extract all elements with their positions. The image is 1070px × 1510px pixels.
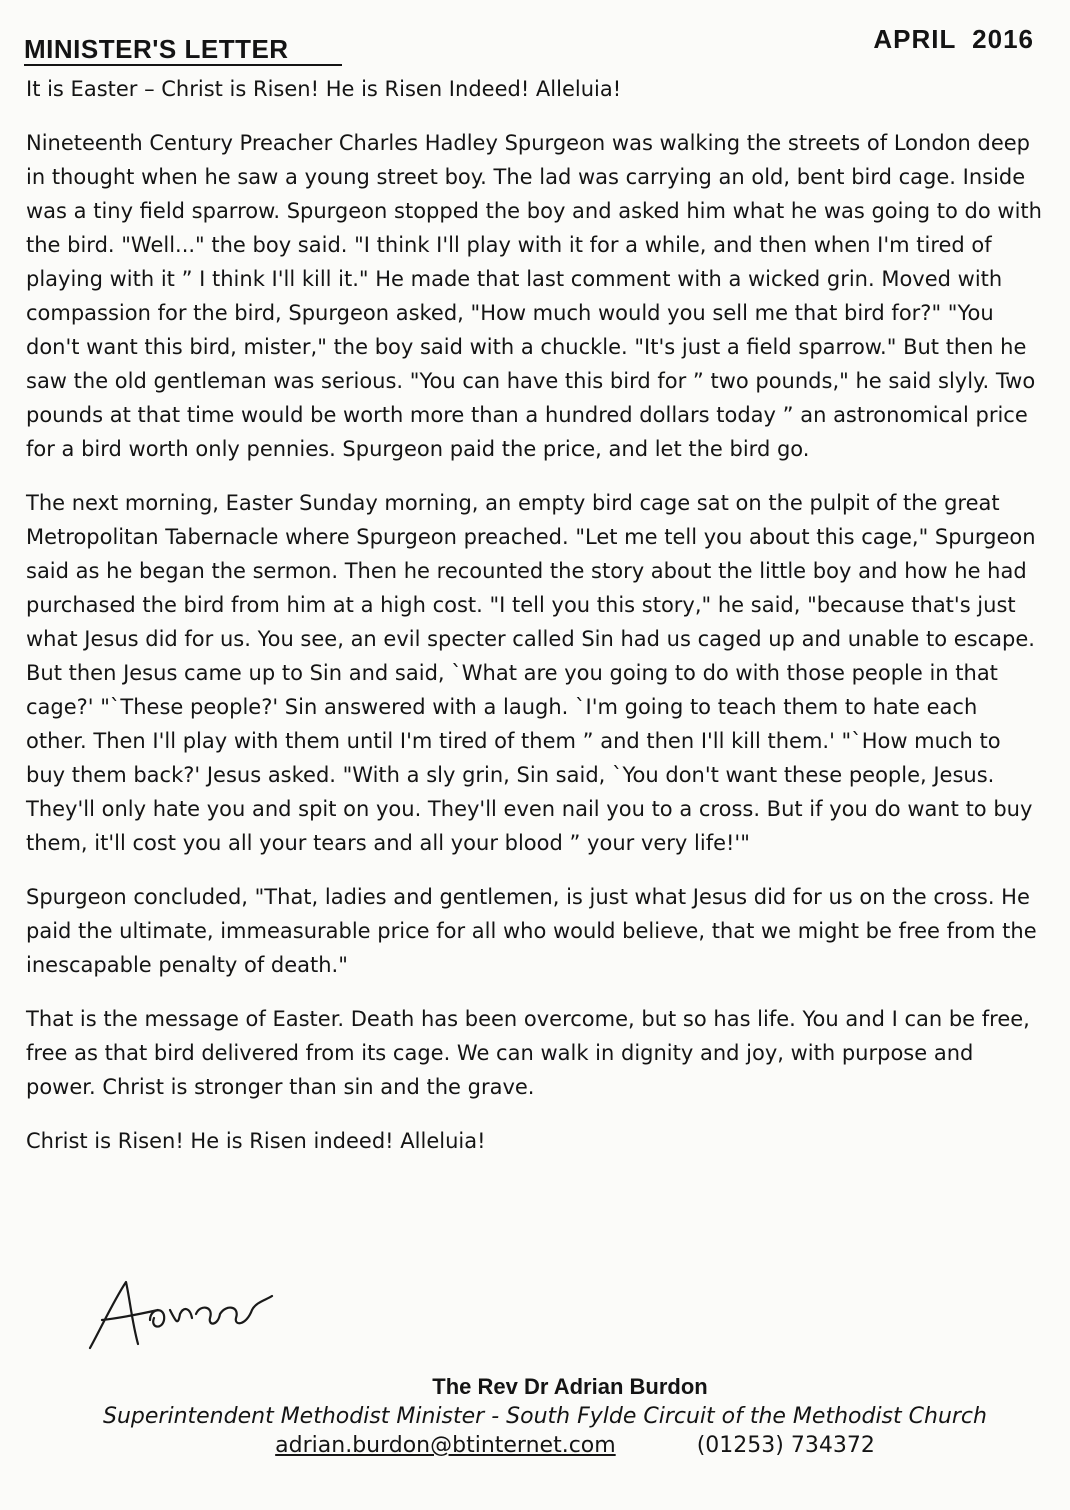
title-underline [24,64,342,66]
letter-footer [40,1374,1050,1458]
paragraph-message: That is the message of Easter. Death has been overcome, but so has life. You and I can be free, free as that bird delivered from its cage. We can walk in dignity and joy, with purpose and power. Christ is stronger than sin and the grave. [26,1007,1030,1099]
phone-number: (01253) 734372 [696,1433,875,1458]
paragraph-closing: Christ is Risen! He is Risen indeed! Alleluia! [26,1129,486,1153]
paragraph-sermon: The next morning, Easter Sunday morning, an empty bird cage sat on the pulpit of the great Metropolitan Tabernacle where Spurgeon preached. "Let me tell you about this cage," Spurgeon said as he began the sermon. Then he recounted the story about the little boy and how he had purchased the bird from him at a high cost. "I tell you this story," he said, "because that's just what Jesus did for us. You see, an evil specter called Sin had us caged up and unable to escape. But then Jesus came up to Sin and said, `What are you going to do with those people in that cage?' "`These people?' Sin answered with a laugh. `I'm going to teach them to hate each other. Then I'll play with them until I'm tired of them ” and then I'll kill them.' "`How much to buy them back?' Jesus asked. "With a sly grin, Sin said, `You don't want these people, Jesus. They'll only hate you and spit on you. They'll even nail you to a cross. But if you do want to buy them, it'll cost you all your tears and all your blood ” your very life!'" [26,491,1036,855]
email-link[interactable]: adrian.burdon@btinternet.com [275,1433,616,1458]
letter-date: APRIL 2016 [873,24,1034,54]
paragraph-story: Nineteenth Century Preacher Charles Hadley Spurgeon was walking the streets of London deep in thought when he saw a young street boy. The lad was carrying an old, bent bird cage. Inside was a tiny field sparrow. Spurgeon stopped the boy and asked him what he was going to do with the bird. "Well..." the boy said. "I think I'll play with it for a while, and then when I'm tired of playing with it ” I think I'll kill it." He made that last comment with a wicked grin. Moved with compassion for the bird, Spurgeon asked, "How much would you sell me that bird for?" "You don't want this bird, mister," the boy said with a chuckle. "It's just a field sparrow." But then he saw the old gentleman was serious. "You can have this bird for ” two pounds," he said slyly. Two pounds at that time would be worth more than a hundred dollars today ” an astronomical price for a bird worth only pennies. Spurgeon paid the price, and let the bird go. [26,131,1042,461]
minister-name: The Rev Dr Adrian Burdon [432,1374,708,1399]
letter-body [26,72,1042,1178]
paragraph-conclusion: Spurgeon concluded, "That, ladies and gentlemen, is just what Jesus did for us on the cross. He paid the ultimate, immeasurable price for all who would believe, that we might be free from the inescapable penalty of death." [26,885,1037,977]
letter-title: MINISTER'S LETTER [24,34,289,64]
contact-line [40,1433,1050,1458]
minister-role: Superintendent Methodist Minister - South Fylde Circuit of the Methodist Church [103,1404,987,1429]
handwritten-signature [80,1270,280,1370]
letter-header [24,22,1034,66]
paragraph-greeting: It is Easter – Christ is Risen! He is Risen Indeed! Alleluia! [26,77,622,101]
